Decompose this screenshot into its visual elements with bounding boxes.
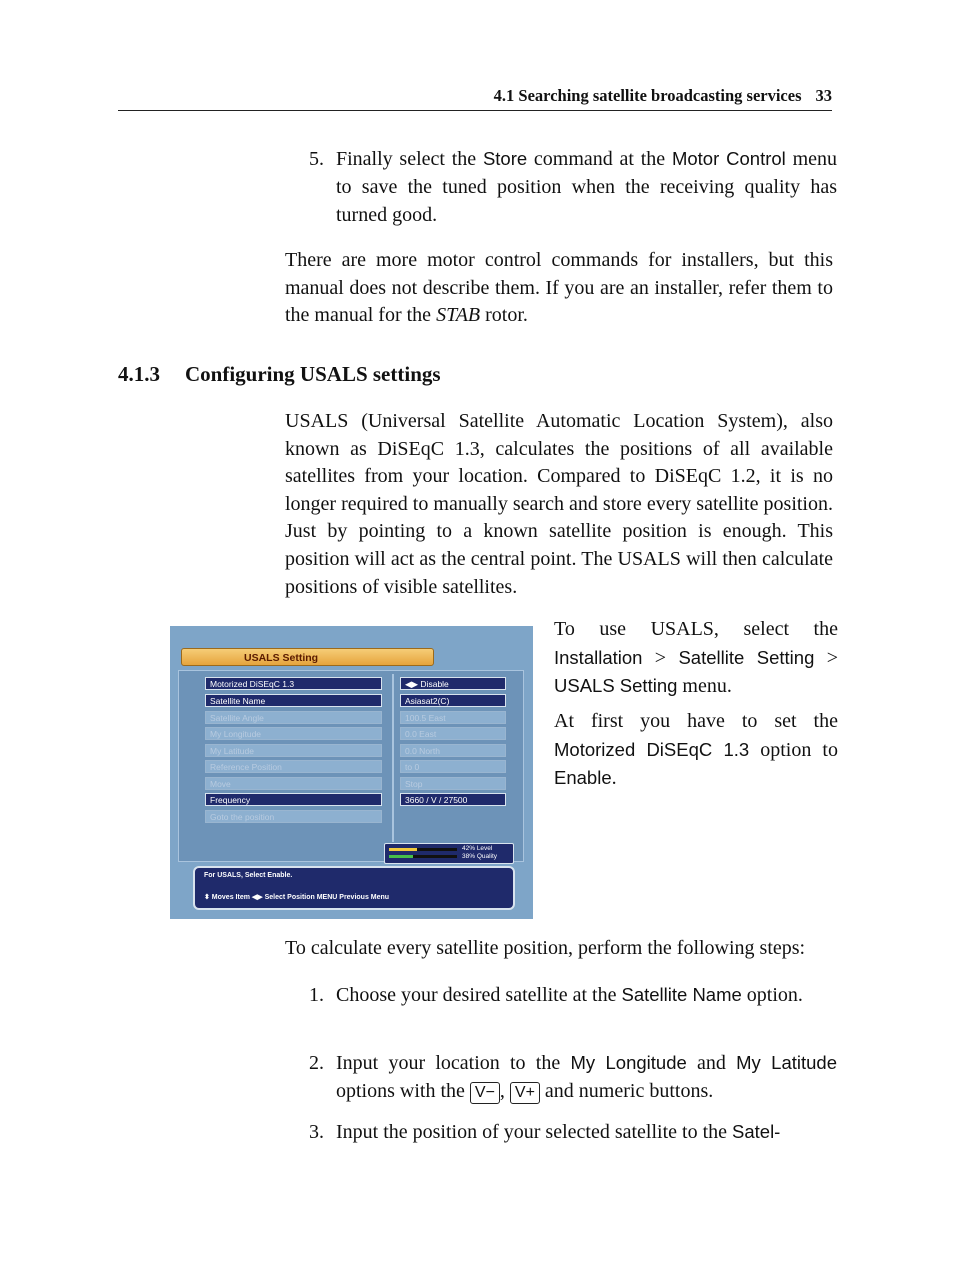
level-bar-bg	[417, 848, 457, 851]
section-number: 4.1.3	[118, 362, 160, 386]
ui-term-store: Store	[482, 148, 528, 169]
help-box	[193, 866, 515, 910]
step-number: 1.	[309, 984, 324, 1006]
menu-row-reference-position: Reference Position	[205, 760, 382, 773]
paragraph-first-set	[554, 708, 838, 793]
step-number: 3.	[309, 1121, 324, 1143]
paragraph-to-use-usals	[554, 616, 838, 701]
text: options with the	[336, 1080, 470, 1102]
help-line-1: For USALS, Select Enable.	[204, 872, 293, 879]
text: menu to save the tuned position when the receiving quality has turned good.	[336, 148, 837, 226]
ui-term-my-latitude: My Latitude	[736, 1052, 837, 1073]
text: rotor.	[480, 304, 528, 327]
emphasis-stab: STAB	[436, 304, 481, 327]
text: There are more motor control commands for installers, but this manual does not describe them. If you are an installer, refer them to the manual for the	[285, 249, 833, 327]
help-line-2: ⬍ Moves Item ◀▶ Select Position MENU Previous Menu	[204, 894, 390, 901]
value-row-reference-position: to 0	[400, 760, 506, 773]
text: >	[814, 646, 839, 669]
step-text	[336, 1118, 837, 1146]
list-item-step-3	[309, 1118, 837, 1146]
list-item-step-2	[309, 1049, 837, 1105]
step-number: 5.	[309, 148, 324, 170]
screenshot-divider	[392, 674, 394, 842]
text: Input your location to the	[336, 1052, 571, 1074]
text: and numeric buttons.	[539, 1080, 714, 1102]
screenshot-title: USALS Setting	[181, 648, 434, 666]
value-row-satellite-name: Asiasat2(C)	[400, 694, 506, 707]
step-text	[336, 145, 837, 229]
ui-term-motor-control: Motor Control	[671, 148, 786, 169]
section-heading	[118, 362, 441, 387]
text: Input the position of your selected satellite to the	[336, 1121, 733, 1143]
text: To use USALS, select the	[554, 618, 838, 640]
menu-row-satellite-name: Satellite Name	[205, 694, 382, 707]
text: command at the	[527, 148, 672, 170]
running-head	[118, 86, 832, 111]
ui-term-enable: Enable	[554, 767, 612, 789]
menu-row-move: Move	[205, 777, 382, 790]
quality-label: 38% Quality	[462, 853, 498, 860]
menu-row-frequency: Frequency	[205, 793, 382, 806]
list-item-step-1	[309, 981, 837, 1009]
value-row-frequency: 3660 / V / 27500	[400, 793, 506, 806]
level-label: 42% Level	[462, 845, 493, 852]
section-title: 4.1 Searching satellite broadcasting services	[493, 86, 802, 105]
signal-meter	[384, 843, 514, 864]
key-v-plus: V+	[510, 1082, 540, 1104]
section-title: Configuring USALS settings	[185, 362, 441, 386]
value-row-move: Stop	[400, 777, 506, 790]
text: option.	[741, 984, 803, 1006]
text: menu.	[677, 675, 732, 698]
value-row-my-longitude: 0.0 East	[400, 727, 506, 740]
text: ,	[499, 1080, 510, 1102]
step-number: 2.	[309, 1052, 324, 1074]
step-text	[336, 1049, 837, 1105]
ui-term-motorized-diseqc: Motorized DiSEqC 1.3	[554, 738, 750, 760]
quality-bar-bg	[413, 855, 457, 858]
value-row-satellite-angle: 100.5 East	[400, 711, 506, 724]
ui-term-installation: Installation	[554, 646, 643, 668]
paragraph-more-commands	[285, 247, 833, 330]
page-number: 33	[815, 86, 832, 105]
text: >	[642, 646, 679, 669]
menu-row-my-longitude: My Longitude	[205, 727, 382, 740]
ui-term-satellite: Satel-	[732, 1121, 781, 1142]
text: option to	[749, 738, 838, 761]
ui-term-my-longitude: My Longitude	[570, 1052, 687, 1073]
quality-bar	[389, 855, 413, 858]
usals-setting-screenshot	[170, 626, 533, 919]
text: and	[686, 1052, 737, 1074]
ui-term-usals-setting: USALS Setting	[554, 675, 678, 697]
text: .	[611, 767, 617, 790]
paragraph-calculate: To calculate every satellite position, perform the following steps:	[285, 937, 806, 959]
list-item-step-5	[309, 145, 837, 229]
text: Choose your desired satellite at the	[336, 984, 622, 1006]
value-row-motorized: ◀▶ Disable	[400, 677, 506, 690]
ui-term-satellite-setting: Satellite Setting	[678, 646, 815, 668]
menu-row-motorized: Motorized DiSEqC 1.3	[205, 677, 382, 690]
text: At first you have to set the	[554, 710, 838, 732]
level-bar	[389, 848, 417, 851]
paragraph-usals: USALS (Universal Satellite Automatic Location System), also known as DiSEqC 1.3, calculates the positions of all available satellites from your location. Compared to DiSEqC 1.2, it is no longer required to manually search and store every satellite position. Just by pointing to a known satellite position is enough. This position will act as the central point. The USALS will then calculate positions of visible satellites.	[285, 410, 833, 598]
text: Finally select the	[336, 148, 483, 170]
menu-row-goto-position: Goto the position	[205, 810, 382, 823]
ui-term-satellite-name: Satellite Name	[621, 984, 742, 1005]
value-row-my-latitude: 0.0 North	[400, 744, 506, 757]
menu-row-satellite-angle: Satellite Angle	[205, 711, 382, 724]
key-v-minus: V−	[470, 1082, 500, 1104]
step-text	[336, 981, 837, 1009]
menu-row-my-latitude: My Latitude	[205, 744, 382, 757]
